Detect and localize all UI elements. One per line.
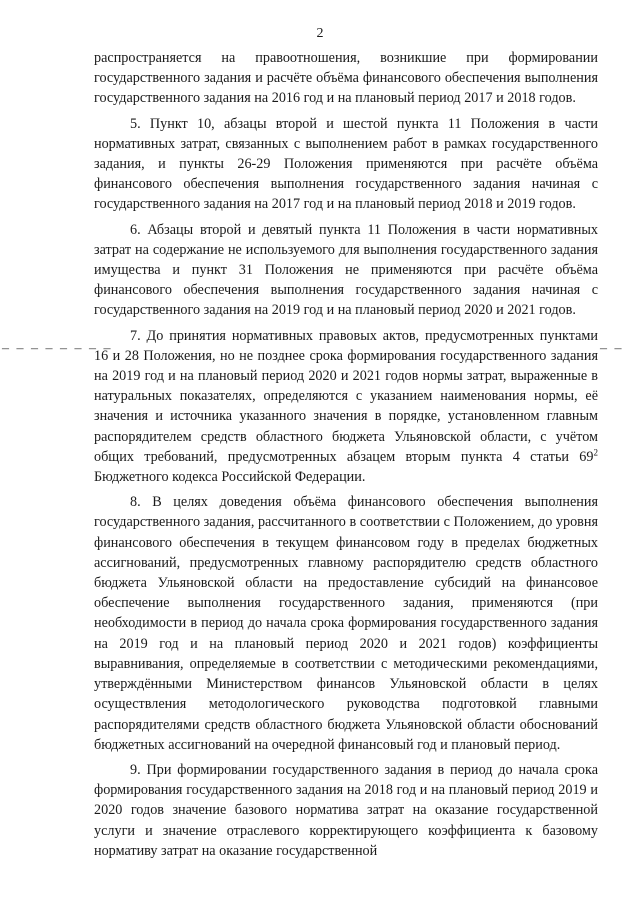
paragraph-8: 8. В целях доведения объёма финансового обеспечения выполнения государственного задания, рассчитанного в соответствии с Положением, до уровня финансового обеспечения в текущем финансовом году в пределах бюджетных ассигнований, предусмотренных главному распорядителю средств областного бюджета Ульяновской области на предоставление субсидий на финансовое обеспечение выполнения государственного задания, применяются (при необходимости в период до начала срока формирования государственного задания на 2019 год и на плановый период 2020 и 2021 годов) коэффициенты выравнивания, определяемые в соответствии с методическими рекомендациями, утверждёнными Министерством финансов Ульяновской области в целях осуществления методологического руководства подготовкой главными распорядителями средств областного бюджета Ульяновской области обоснований бюджетных ассигнований на очередной финансовый год и плановый период. [94, 494, 598, 753]
paragraph-9: 9. При формировании государственного задания в период до начала срока формирования государственного задания на 2018 год и на плановый период 2019 и 2020 годов значение базового норматива затрат на оказание государственной услуги и значение отраслевого корректирующего коэффициента к базовому нормативу затрат на оказание государственной [94, 761, 598, 859]
page-number: 2 [316, 26, 324, 41]
paragraph-5: 5. Пункт 10, абзацы второй и шестой пункта 11 Положения в части нормативных затрат, связанных с выполнением работ в рамках государственного задания, и пункты 26-29 Положения применяются при расчёте объёма финансового обеспечения выполнения государственного задания начиная с государственного задания на 2017 год и на плановый период 2018 и 2019 годов. [94, 115, 598, 213]
margin-dash-left: – – – – – – – – [2, 341, 113, 356]
paragraph-6: 6. Абзацы второй и девятый пункта 11 Положения в части нормативных затрат на содержание не используемого для выполнения государственного задания имущества и пункт 31 Положения не применяются при расчёте объёма финансового обеспечения выполнения государственного задания начиная с государственного задания на 2019 год и на плановый период 2020 и 2021 годов. [94, 221, 598, 319]
document-body [94, 48, 598, 861]
paragraph-7-superscript: 2 [593, 447, 598, 458]
paragraph-7-text: 7. До принятия нормативных правовых актов, предусмотренных пунктами 16 и 28 Положения, но не позднее срока формирования государственного задания на 2019 год и на плановый период 2020 и 2021 годов нормы затрат, выраженные в натуральных показателях, определяются с указанием наименования нормы, её значения и источника указанного значения в порядке, установленном главным распорядителем средств областного бюджета Ульяновской области, с учётом общих требований, предусмотренных абзацем вторым пункта 4 статьи 69 [94, 327, 598, 465]
paragraph-7-text-end: Бюджетного кодекса Российской Федерации. [94, 469, 366, 486]
margin-dash-right: – – [600, 341, 624, 356]
paragraph-7 [94, 326, 598, 488]
paragraph-continued: распространяется на правоотношения, возникшие при формировании государственного задания и расчёте объёма финансового обеспечения выполнения государственного задания на 2016 год и на плановый период 2017 и 2018 годов. [94, 50, 598, 107]
